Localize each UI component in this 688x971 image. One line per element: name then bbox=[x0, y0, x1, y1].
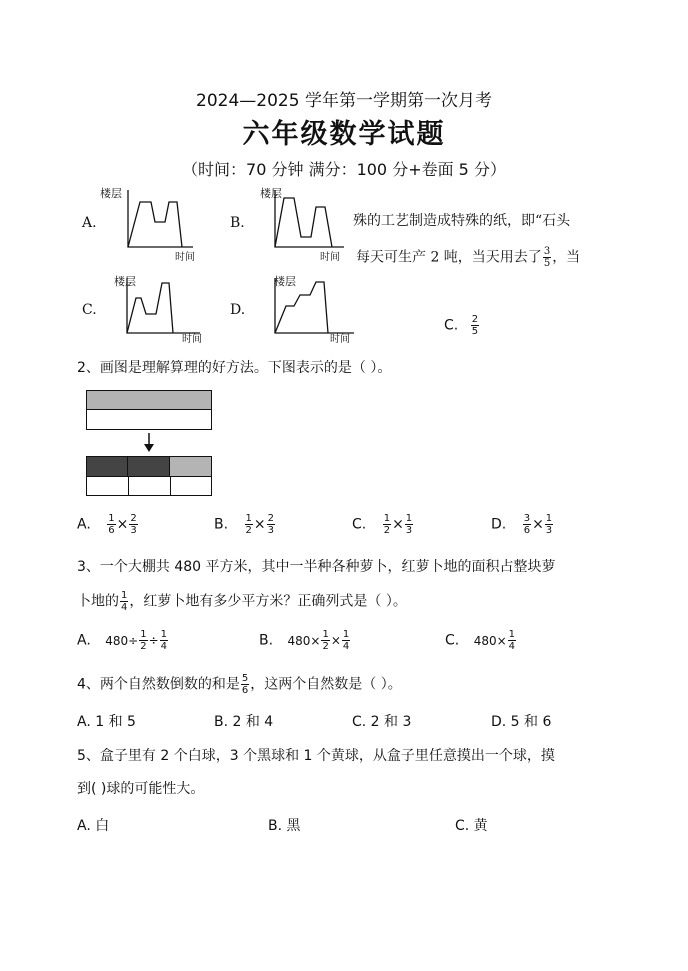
fraction bbox=[471, 314, 479, 337]
numerator: 1 bbox=[160, 629, 168, 640]
option-c-fragment[interactable] bbox=[444, 314, 480, 337]
numerator: 3 bbox=[543, 246, 551, 257]
x-axis-label: 时间 bbox=[182, 334, 202, 345]
option-label: D. bbox=[230, 302, 246, 318]
down-arrow-icon bbox=[143, 433, 155, 453]
operator: × bbox=[532, 516, 544, 533]
numerator: 2 bbox=[130, 513, 137, 524]
option-label: C. bbox=[444, 317, 459, 334]
q4-option-c[interactable]: C. 2 和 3 bbox=[352, 714, 412, 730]
option-label: C. bbox=[352, 516, 367, 533]
fraction bbox=[241, 673, 249, 696]
dark-third bbox=[128, 457, 169, 476]
question-text-fragment bbox=[356, 246, 580, 269]
text-segment: 每天可生产 2 吨，当天用去了 bbox=[356, 249, 542, 266]
expression-prefix: 480× bbox=[473, 633, 507, 648]
light-third bbox=[170, 457, 211, 476]
denominator: 3 bbox=[545, 525, 553, 536]
denominator: 2 bbox=[140, 641, 147, 652]
text-segment: 卜地的 bbox=[77, 593, 119, 610]
option-label: C. bbox=[445, 632, 460, 649]
fraction bbox=[267, 513, 275, 536]
fraction bbox=[545, 513, 553, 536]
q2-option-b[interactable] bbox=[214, 513, 276, 536]
q4-option-b[interactable]: B. 2 和 4 bbox=[214, 714, 274, 730]
operator: × bbox=[253, 516, 266, 533]
option-label: A. bbox=[77, 516, 91, 533]
numerator: 1 bbox=[140, 629, 147, 640]
graph-option-b[interactable] bbox=[230, 185, 360, 265]
question-4-stem bbox=[77, 673, 402, 696]
denominator: 5 bbox=[471, 326, 479, 337]
y-axis-label: 楼层 bbox=[260, 187, 282, 200]
q5-option-a[interactable]: A. 白 bbox=[77, 818, 110, 834]
numerator: 1 bbox=[383, 513, 391, 524]
denominator: 2 bbox=[245, 525, 252, 536]
text-segment: ，红萝卜地有多少平方米？正确列式是（ ）。 bbox=[129, 593, 407, 610]
text-segment: 4、两个自然数倒数的和是 bbox=[77, 676, 240, 693]
fraction bbox=[120, 590, 128, 613]
denominator: 3 bbox=[130, 525, 137, 536]
numerator: 1 bbox=[108, 513, 115, 524]
floor-time-graph bbox=[124, 278, 204, 336]
option-label: D. bbox=[491, 516, 507, 533]
y-axis-label: 楼层 bbox=[274, 275, 296, 288]
y-axis-label: 楼层 bbox=[100, 187, 122, 200]
denominator: 2 bbox=[383, 525, 391, 536]
floor-time-graph bbox=[272, 278, 357, 336]
option-label: B. bbox=[259, 632, 274, 649]
graph-option-a[interactable] bbox=[80, 185, 200, 265]
x-axis-label: 时间 bbox=[330, 334, 350, 345]
fraction bbox=[160, 629, 168, 652]
exam-info-line: （时间：70 分钟 满分：100 分+卷面 5 分） bbox=[182, 160, 506, 179]
question-3-line2 bbox=[77, 590, 407, 613]
page-title: 六年级数学试题 bbox=[242, 119, 446, 150]
q2-option-d[interactable] bbox=[491, 513, 554, 536]
text-segment: ，这两个自然数是（ ）。 bbox=[250, 676, 402, 693]
numerator: 3 bbox=[523, 513, 531, 524]
q5-option-b[interactable]: B. 黑 bbox=[268, 818, 301, 834]
operator: ÷ bbox=[148, 633, 159, 648]
denominator: 6 bbox=[523, 525, 531, 536]
q5-option-c[interactable]: C. 黄 bbox=[455, 818, 488, 834]
expression-prefix: 480× bbox=[287, 633, 321, 648]
denominator: 4 bbox=[121, 602, 128, 613]
fraction bbox=[383, 513, 391, 536]
divider bbox=[87, 476, 211, 477]
option-label: B. bbox=[230, 215, 245, 231]
question-5-line1: 5、盒子里有 2 个白球，3 个黑球和 1 个黄球，从盒子里任意摸出一个球，摸 bbox=[77, 748, 555, 764]
fraction bbox=[107, 513, 115, 536]
operator: × bbox=[116, 516, 129, 533]
q3-option-b[interactable] bbox=[259, 629, 351, 652]
option-label: A. bbox=[82, 215, 97, 231]
q3-option-c[interactable] bbox=[445, 629, 517, 652]
divider bbox=[170, 476, 171, 495]
denominator: 5 bbox=[543, 258, 551, 269]
graph-option-d[interactable] bbox=[230, 270, 360, 345]
divider bbox=[128, 476, 129, 495]
exam-term-line: 2024—2025 学年第一学期第一次月考 bbox=[196, 91, 492, 111]
q4-option-a[interactable]: A. 1 和 5 bbox=[77, 714, 136, 730]
question-5-line2: 到( )球的可能性大。 bbox=[77, 781, 205, 797]
option-label: A. bbox=[77, 632, 91, 649]
numerator: 1 bbox=[121, 590, 128, 601]
q2-option-a[interactable] bbox=[77, 513, 139, 536]
question-3-line1: 3、一个大棚共 480 平方米，其中一半种各种萝卜，红萝卜地的面积占整块萝 bbox=[77, 559, 556, 575]
numerator: 2 bbox=[471, 314, 479, 325]
y-axis-label: 楼层 bbox=[114, 275, 136, 288]
option-label: B. bbox=[214, 516, 229, 533]
denominator: 6 bbox=[108, 525, 115, 536]
dark-third bbox=[87, 457, 128, 476]
x-axis-label: 时间 bbox=[175, 252, 195, 263]
split-bar bbox=[86, 456, 212, 496]
option-label: C. bbox=[82, 302, 97, 318]
fraction bbox=[342, 629, 350, 652]
numerator: 1 bbox=[508, 629, 516, 640]
numerator: 1 bbox=[245, 513, 252, 524]
q3-option-a[interactable] bbox=[77, 629, 169, 652]
fraction bbox=[245, 513, 253, 536]
q4-option-d[interactable]: D. 5 和 6 bbox=[491, 714, 552, 730]
fraction bbox=[321, 629, 329, 652]
x-axis-label: 时间 bbox=[320, 252, 340, 263]
fraction bbox=[129, 513, 137, 536]
fraction bbox=[543, 246, 551, 269]
graph-option-c[interactable] bbox=[80, 270, 210, 345]
numerator: 1 bbox=[405, 513, 413, 524]
operator: × bbox=[392, 516, 404, 533]
numerator: 1 bbox=[342, 629, 350, 640]
numerator: 1 bbox=[545, 513, 553, 524]
numerator: 2 bbox=[267, 513, 274, 524]
text-segment: ，当 bbox=[552, 249, 581, 266]
expression-prefix: 480÷ bbox=[105, 633, 139, 648]
denominator: 2 bbox=[322, 641, 329, 652]
floor-time-graph bbox=[272, 190, 347, 250]
denominator: 3 bbox=[405, 525, 413, 536]
numerator: 1 bbox=[322, 629, 329, 640]
fraction bbox=[523, 513, 531, 536]
fraction bbox=[405, 513, 413, 536]
fraction bbox=[139, 629, 147, 652]
denominator: 4 bbox=[342, 641, 350, 652]
fraction bbox=[508, 629, 516, 652]
denominator: 6 bbox=[241, 685, 249, 696]
whole-bar bbox=[86, 390, 212, 430]
denominator: 4 bbox=[160, 641, 168, 652]
shaded-half bbox=[87, 391, 211, 410]
operator: × bbox=[330, 633, 341, 648]
denominator: 3 bbox=[267, 525, 274, 536]
numerator: 5 bbox=[241, 673, 249, 684]
question-2-stem: 2、画图是理解算理的好方法。下图表示的是（ ）。 bbox=[77, 360, 392, 376]
question-text-fragment: 殊的工艺制造成特殊的纸，即“石头 bbox=[353, 213, 571, 229]
q2-option-c[interactable] bbox=[352, 513, 414, 536]
floor-time-graph bbox=[125, 190, 195, 250]
denominator: 4 bbox=[508, 641, 516, 652]
